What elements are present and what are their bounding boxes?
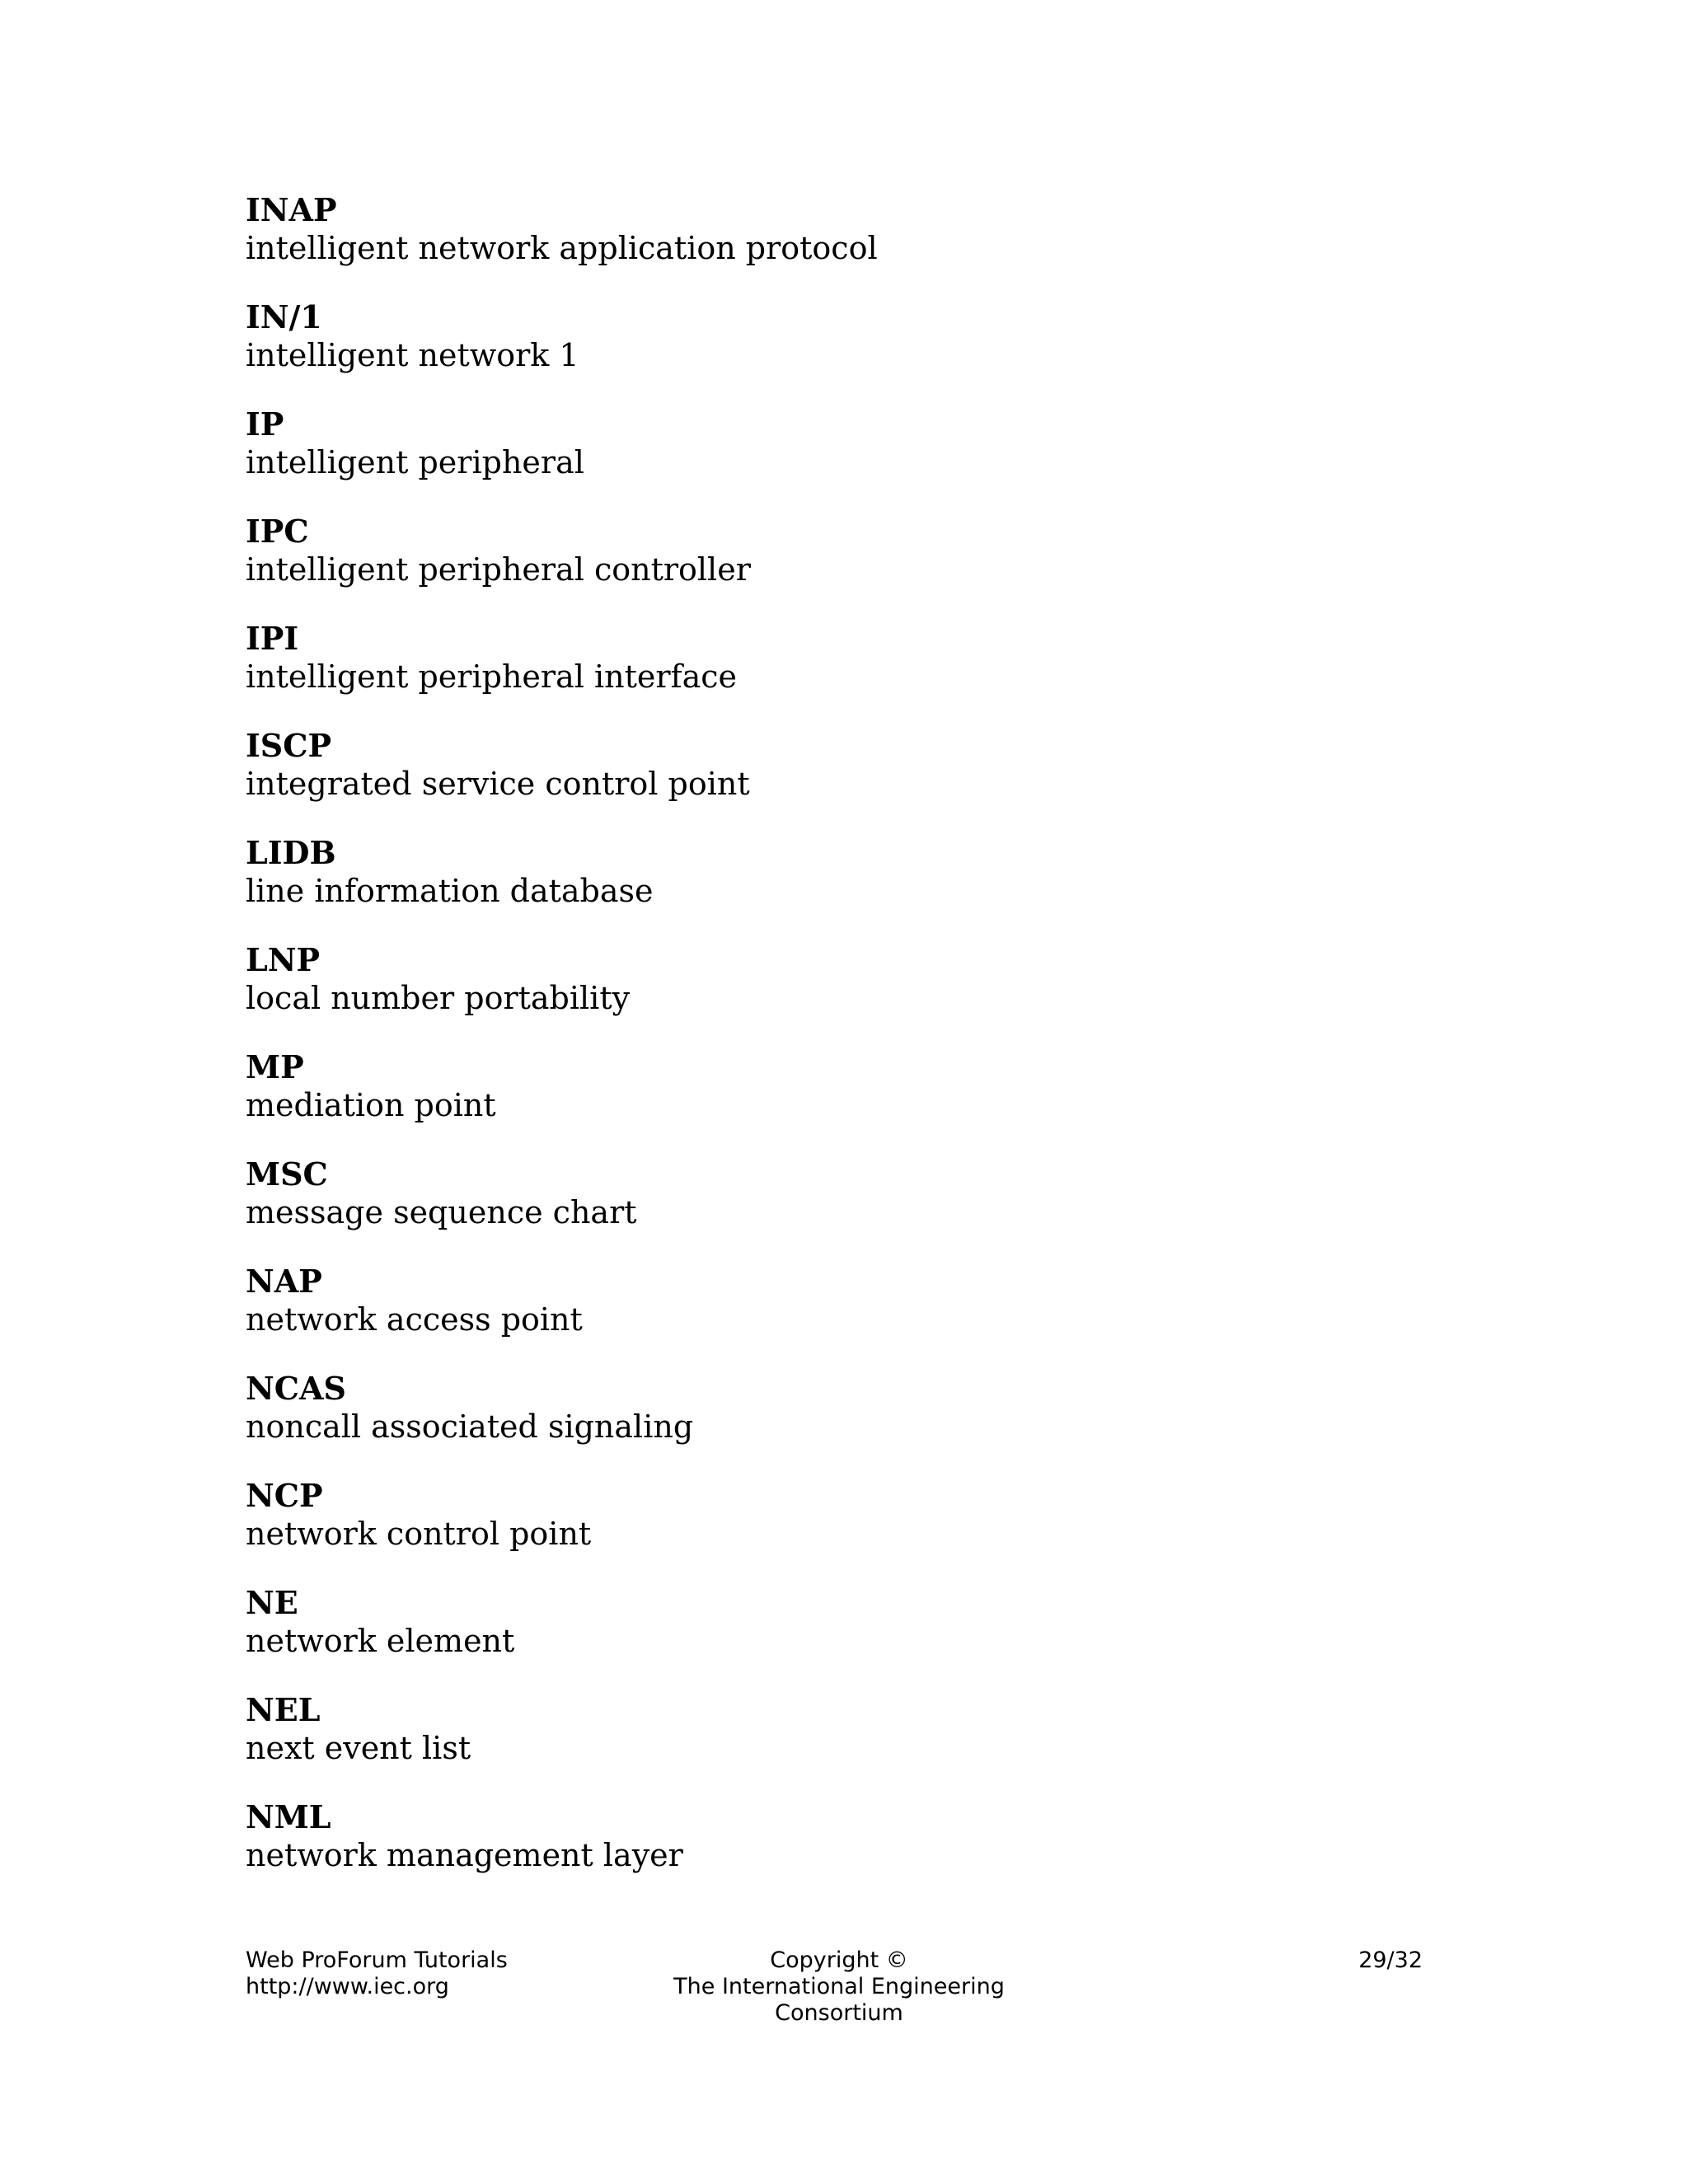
glossary-term: INAP bbox=[246, 191, 337, 228]
glossary-definition: mediation point bbox=[246, 1087, 496, 1123]
page-footer bbox=[246, 1947, 1423, 2026]
footer-publisher: Web ProForum Tutorials bbox=[246, 1947, 508, 1973]
glossary-entry bbox=[246, 1048, 1482, 1155]
glossary-definition: message sequence chart bbox=[246, 1194, 637, 1230]
footer-copyright-block bbox=[625, 1947, 1053, 2027]
glossary-term: NEL bbox=[246, 1691, 321, 1728]
glossary-definition: line information database bbox=[246, 873, 654, 909]
glossary-definition: next event list bbox=[246, 1730, 471, 1766]
glossary-term: IPI bbox=[246, 620, 299, 657]
footer-publisher-block bbox=[246, 1947, 508, 2000]
glossary-definition: intelligent network application protocol bbox=[246, 230, 878, 266]
glossary-term: MP bbox=[246, 1048, 304, 1085]
glossary-definition: intelligent network 1 bbox=[246, 337, 579, 373]
glossary-term: NCAS bbox=[246, 1370, 346, 1407]
glossary-definition: intelligent peripheral bbox=[246, 444, 584, 480]
glossary-entry bbox=[246, 620, 1482, 727]
glossary-term: IN/1 bbox=[246, 298, 322, 335]
glossary-entry bbox=[246, 1584, 1482, 1691]
glossary-entry bbox=[246, 1691, 1482, 1798]
glossary-term: IP bbox=[246, 405, 284, 443]
glossary-term: IPC bbox=[246, 513, 309, 550]
glossary-entry bbox=[246, 834, 1482, 941]
glossary-term: LNP bbox=[246, 941, 321, 978]
glossary-entry bbox=[246, 298, 1482, 405]
glossary-entry bbox=[246, 1263, 1482, 1370]
glossary-term: NAP bbox=[246, 1263, 322, 1300]
glossary-entry bbox=[246, 941, 1482, 1048]
glossary-definition: local number portability bbox=[246, 980, 631, 1016]
footer-url: http://www.iec.org bbox=[246, 1974, 449, 1999]
glossary-entry bbox=[246, 405, 1482, 513]
footer-organization: The International Engineering Consortium bbox=[673, 1974, 1005, 2026]
glossary-entry bbox=[246, 1477, 1482, 1584]
glossary-entry bbox=[246, 513, 1482, 620]
glossary-term: NCP bbox=[246, 1477, 323, 1514]
glossary-definition: intelligent peripheral interface bbox=[246, 658, 737, 695]
glossary-term: MSC bbox=[246, 1155, 328, 1193]
glossary-definition: network control point bbox=[246, 1516, 592, 1552]
glossary-definition: integrated service control point bbox=[246, 766, 750, 802]
footer-page-number: 29/32 bbox=[1358, 1947, 1423, 1973]
glossary-definition: intelligent peripheral controller bbox=[246, 551, 751, 588]
glossary-term: LIDB bbox=[246, 834, 336, 871]
glossary-list bbox=[246, 191, 1482, 1905]
glossary-entry bbox=[246, 1370, 1482, 1477]
glossary-entry bbox=[246, 727, 1482, 834]
glossary-definition: network element bbox=[246, 1623, 515, 1659]
glossary-term: NE bbox=[246, 1584, 298, 1621]
footer-copyright: Copyright © bbox=[770, 1947, 908, 1973]
glossary-term: ISCP bbox=[246, 727, 332, 764]
glossary-entry bbox=[246, 1155, 1482, 1263]
glossary-entry bbox=[246, 1798, 1482, 1905]
glossary-entry bbox=[246, 191, 1482, 298]
glossary-definition: network management layer bbox=[246, 1837, 683, 1873]
glossary-term: NML bbox=[246, 1798, 331, 1835]
glossary-definition: network access point bbox=[246, 1301, 583, 1338]
glossary-definition: noncall associated signaling bbox=[246, 1408, 694, 1445]
